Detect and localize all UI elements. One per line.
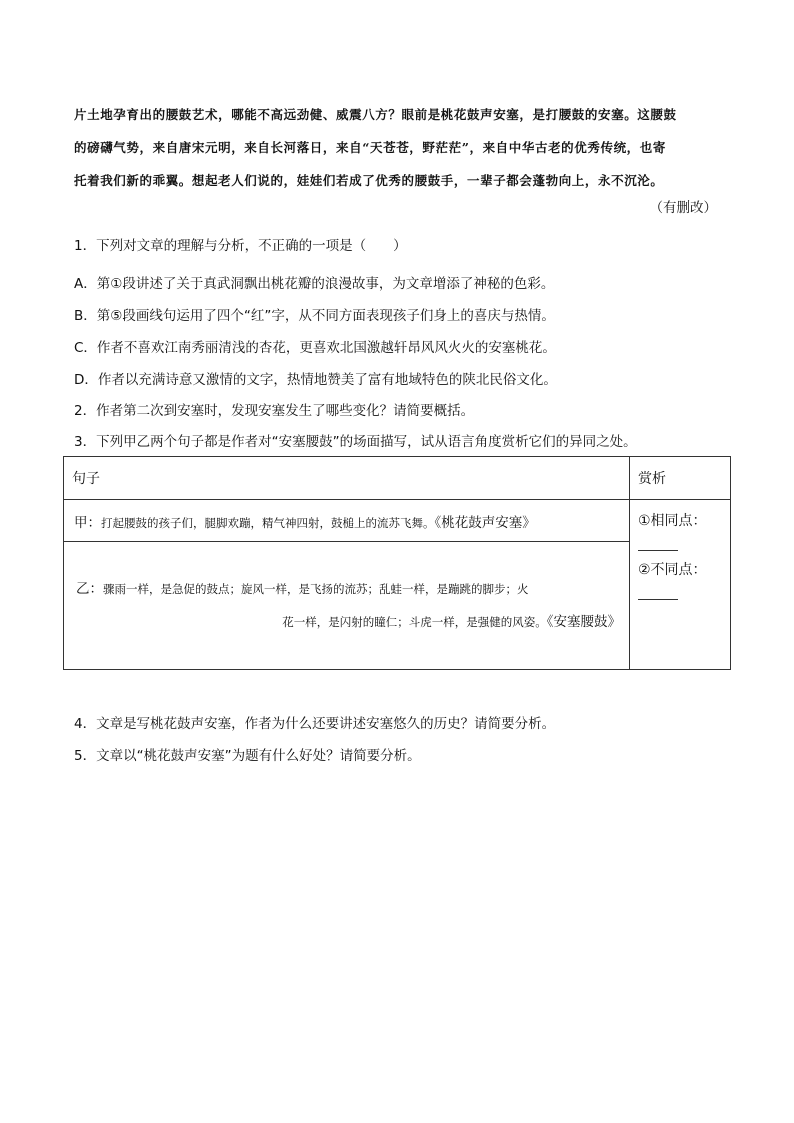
- question-4: 4．文章是写桃花鼓声安塞，作者为什么还要讲述安塞悠久的历史？请简要分析。: [74, 716, 556, 732]
- same-point-label: ①相同点：: [638, 513, 707, 529]
- source-note: （有删改）: [649, 200, 717, 216]
- passage-line-1: 片土地孕育出的腰鼓艺术，哪能不高远劲健、威震八方？眼前是桃花鼓声安塞，是打腰鼓的安塞。这腰鼓: [74, 107, 677, 122]
- sentence-yi-label: 乙：: [76, 580, 103, 597]
- option-d: D．作者以充满诗意又激情的文字，热情地赞美了富有地域特色的陕北民俗文化。: [74, 372, 557, 388]
- option-b: B．第⑤段画线句运用了四个“红”字，从不同方面表现孩子们身上的喜庆与热情。: [74, 308, 555, 324]
- passage-text: [74, 98, 722, 197]
- sentence-jia-cell: [64, 500, 630, 542]
- header-sentence: 句子: [64, 457, 630, 500]
- sentence-yi-cell: [64, 542, 630, 670]
- sentence-yi: [64, 573, 629, 639]
- sentence-jia: [64, 511, 629, 531]
- header-analysis: 赏析: [630, 457, 731, 500]
- passage-line-2: 的磅礴气势，来自唐宋元明，来自长河落日，来自“天苍苍，野茫茫”，来自中华古老的优秀传统，也寄: [74, 140, 666, 155]
- sentence-jia-body: 打起腰鼓的孩子们，腿脚欢蹦，精气神四射，鼓槌上的流苏飞舞。: [101, 515, 435, 530]
- sentence-jia-source: 《桃花鼓声安塞》: [434, 514, 536, 531]
- passage-line-3: 托着我们新的乖翼。想起老人们说的，娃娃们若成了优秀的腰鼓手，一辈子都会蓬勃向上，永不沉沦。: [74, 173, 664, 188]
- question-2: 2．作者第二次到安塞时，发现安塞发生了哪些变化？请简要概括。: [74, 403, 475, 419]
- sentence-yi-source: 《安塞腰鼓》: [546, 613, 621, 630]
- sentence-yi-line1: 骤雨一样，是急促的鼓点；旋风一样，是飞扬的流苏；乱蛙一样，是蹦跳的脚步；火: [103, 581, 529, 596]
- option-c: C．作者不喜欢江南秀丽清浅的杏花，更喜欢北国激越轩昂风风火火的安塞桃花。: [74, 340, 556, 356]
- question-3: 3．下列甲乙两个句子都是作者对“安塞腰鼓”的场面描写，试从语言角度赏析它们的异同之处。: [74, 434, 637, 450]
- analysis-answer-cell: [630, 500, 731, 670]
- analysis-table: [63, 456, 731, 670]
- sentence-jia-label: 甲：: [74, 514, 101, 531]
- diff-point-label: ②不同点：: [638, 562, 707, 578]
- diff-point-blank[interactable]: [638, 581, 678, 600]
- same-point-blank[interactable]: [638, 532, 678, 551]
- sentence-yi-line2: 花一样，是闪射的瞳仁；斗虎一样，是强健的风姿。: [282, 614, 547, 629]
- question-1: 1．下列对文章的理解与分析，不正确的一项是（ ）: [74, 238, 407, 254]
- question-5: 5．文章以“桃花鼓声安塞”为题有什么好处？请简要分析。: [74, 748, 421, 764]
- option-a: A．第①段讲述了关于真武洞飘出桃花瓣的浪漫故事，为文章增添了神秘的色彩。: [74, 276, 555, 292]
